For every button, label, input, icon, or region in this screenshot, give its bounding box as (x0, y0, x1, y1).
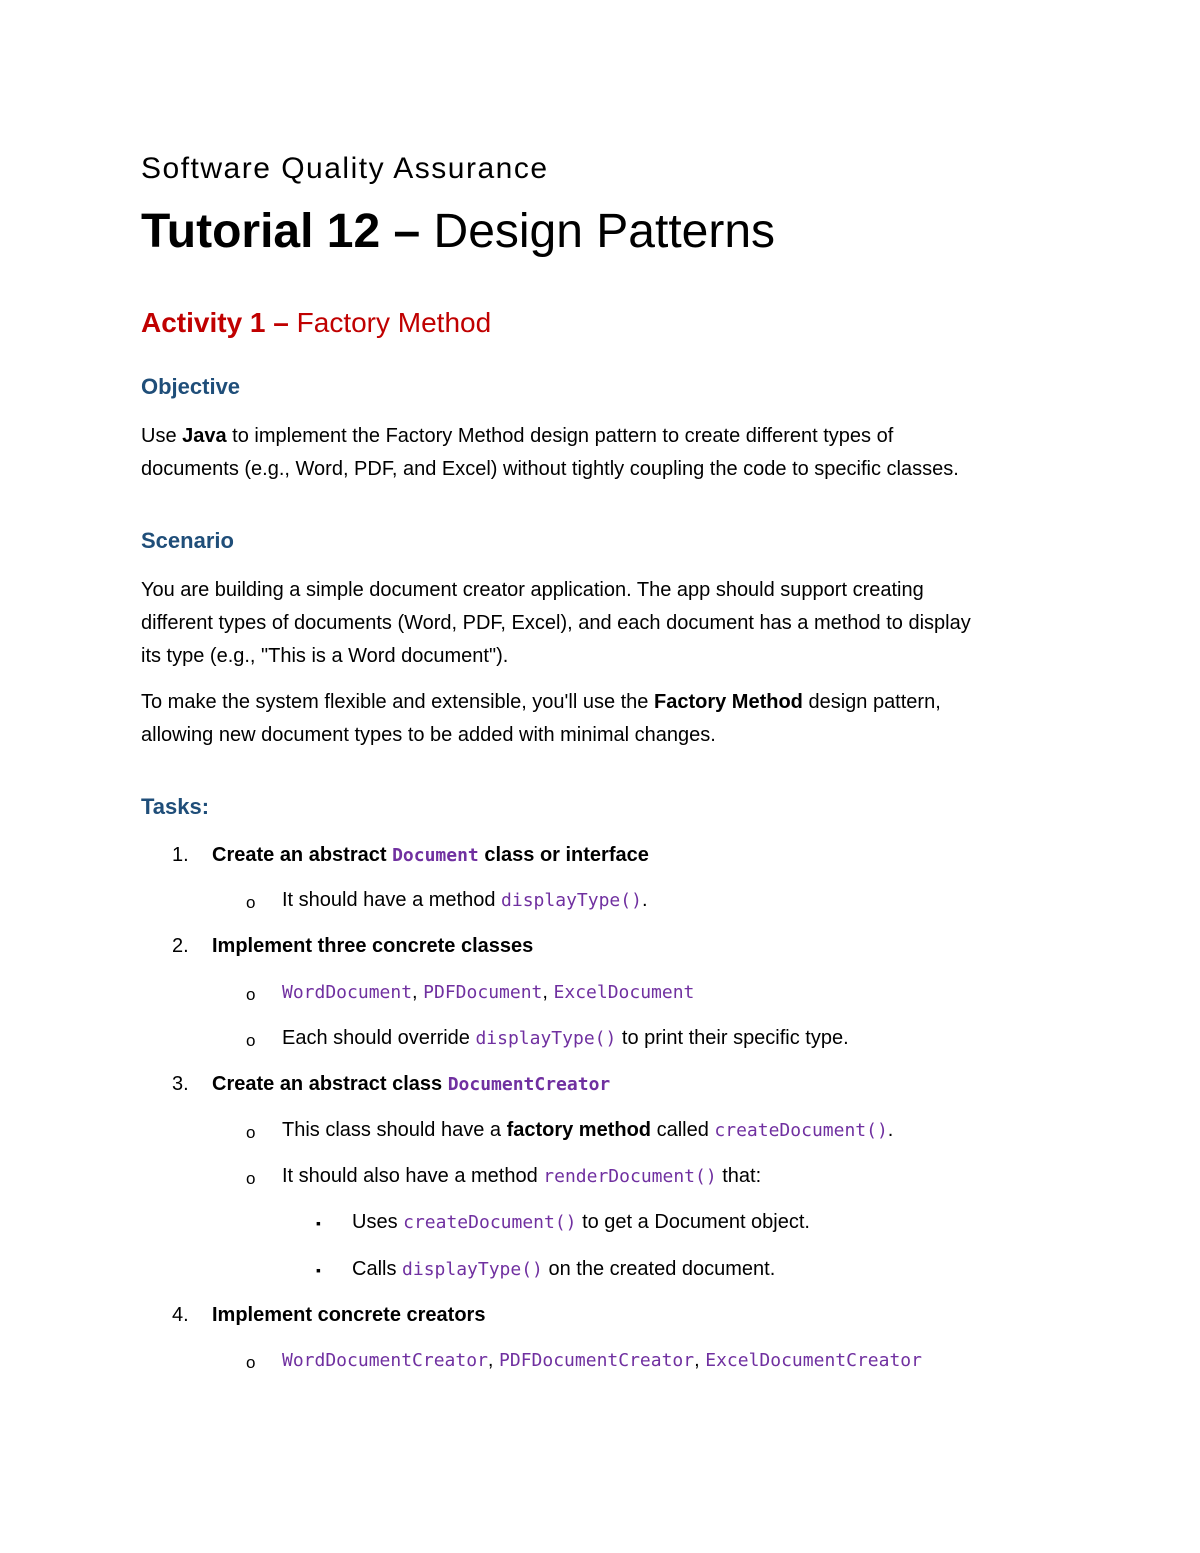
scenario-p2-line-1: To make the system flexible and extensible, you'll use the Factory Method design pattern, (141, 691, 941, 713)
task-1-sub-1-text: It should have a method displayType(). (282, 889, 648, 911)
task-4-sub-1-text: WordDocumentCreator, PDFDocumentCreator, ExcelDocumentCreator (282, 1349, 922, 1371)
task-3-number: 3. (172, 1073, 189, 1095)
task-1-text: Create an abstract Document class or interface (212, 844, 649, 866)
scenario-p2-line-2: allowing new document types to be added with minimal changes. (141, 724, 716, 746)
task-3-text: Create an abstract class DocumentCreator (212, 1073, 611, 1095)
task-3-sub-2b-bullet: ▪ (316, 1262, 321, 1278)
task-4-sub-1-bullet: o (246, 1353, 256, 1372)
task-2-sub-2-text: Each should override displayType() to print their specific type. (282, 1027, 849, 1049)
tutorial-title: Tutorial 12 – Design Patterns (141, 205, 776, 258)
objective-line-1: Use Java to implement the Factory Method design pattern to create different types of (141, 425, 894, 447)
scenario-p1-line-1: You are building a simple document creator application. The app should support creating (141, 579, 924, 601)
activity-heading: Activity 1 – Factory Method (141, 307, 492, 338)
task-3-sub-2b-text: Calls displayType() on the created document. (352, 1258, 776, 1280)
task-3-sub-2-bullet: o (246, 1169, 256, 1188)
task-2-sub-2-bullet: o (246, 1031, 256, 1050)
task-4-text: Implement concrete creators (212, 1304, 486, 1326)
scenario-p1-line-3: its type (e.g., "This is a Word document"). (141, 645, 509, 667)
task-2-text: Implement three concrete classes (212, 935, 534, 957)
task-2-sub-1-bullet: o (246, 985, 256, 1004)
task-3-sub-1-text: This class should have a factory method called createDocument(). (282, 1119, 894, 1141)
task-3-sub-1-bullet: o (246, 1123, 256, 1142)
task-2-number: 2. (172, 935, 189, 957)
task-4-number: 4. (172, 1304, 189, 1326)
tasks-heading: Tasks: (141, 794, 210, 819)
scenario-p1-line-2: different types of documents (Word, PDF, Excel), and each document has a method to display (141, 612, 971, 634)
task-1-sub-1-bullet: o (246, 893, 256, 912)
task-2-sub-1-text: WordDocument, PDFDocument, ExcelDocument (282, 981, 695, 1003)
course-name: Software Quality Assurance (141, 152, 549, 185)
task-1-number: 1. (172, 844, 189, 866)
task-3-sub-2a-bullet: ▪ (316, 1215, 321, 1231)
scenario-heading: Scenario (141, 528, 234, 553)
task-3-sub-2a-text: Uses createDocument() to get a Document object. (352, 1211, 810, 1233)
task-3-sub-2-text: It should also have a method renderDocument() that: (282, 1165, 762, 1187)
objective-line-2: documents (e.g., Word, PDF, and Excel) without tightly coupling the code to specific classes. (141, 458, 959, 480)
objective-heading: Objective (141, 374, 241, 399)
